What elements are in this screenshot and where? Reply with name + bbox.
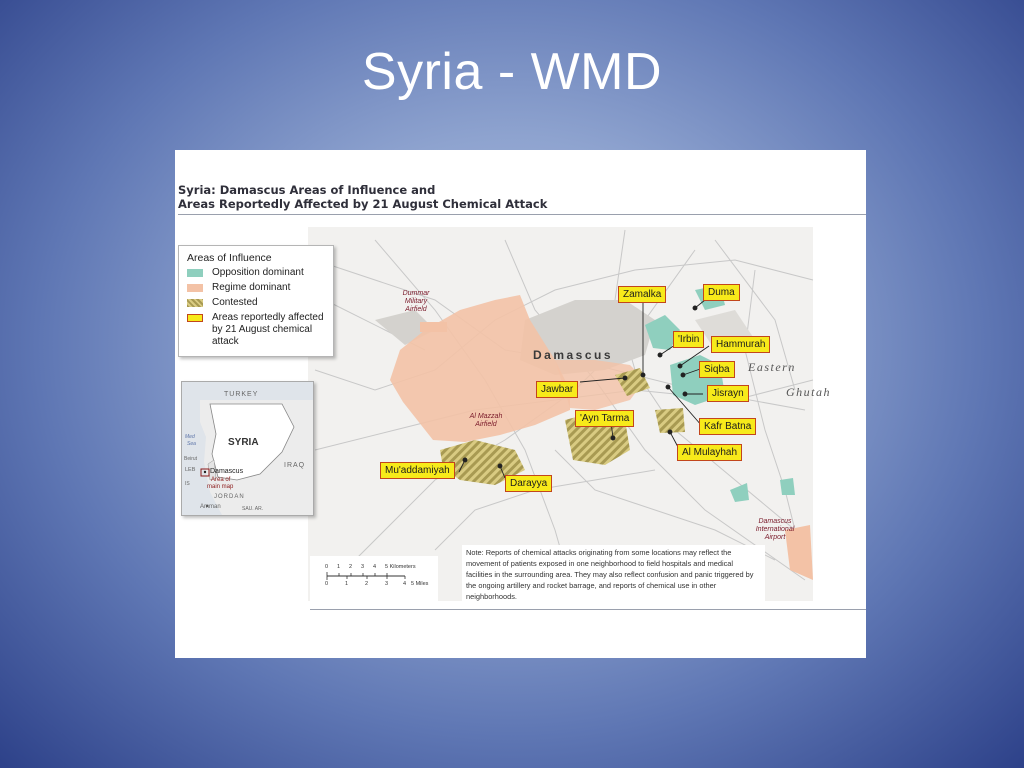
label-hammurah: Hammurah — [711, 336, 770, 353]
eastern-ghutah-label-line-1: Eastern — [748, 360, 796, 374]
legend-label-regime: Regime dominant — [212, 282, 291, 293]
figure-title-line-2: Areas Reportedly Affected by 21 August Chemical Attack — [178, 197, 548, 211]
scale-mi-1: 1 — [345, 581, 349, 587]
label-al-mulayhah: Al Mulayhah — [677, 444, 742, 461]
dummar-line-2: Military — [404, 298, 428, 305]
inset-beirut: Beirut — [184, 456, 198, 462]
inset-med-sea-line-2: Sea — [187, 441, 196, 447]
mezzah-line-2: Airfield — [475, 421, 497, 428]
inset-sau-ar: SAU. AR. — [242, 506, 264, 512]
opposition-swatch — [187, 269, 203, 277]
legend-label-opposition: Opposition dominant — [212, 267, 304, 278]
opposition-dominant-area — [780, 478, 795, 495]
label-zamalka: Zamalka — [618, 286, 666, 303]
scale-mi-5: 5 Miles — [411, 581, 429, 587]
label-jisrayn: Jisrayn — [707, 385, 749, 402]
label-darayya: Darayya — [505, 475, 552, 492]
scale-km-4: 4 — [373, 564, 377, 570]
inset-area-line-1: Area of — [211, 477, 231, 483]
label-irbin: 'Irbin — [673, 331, 704, 348]
label-jawbar: Jawbar — [536, 381, 578, 398]
damascus-airport-label — [745, 518, 805, 542]
legend-item-attack — [187, 312, 327, 348]
label-kafr-batna: Kafr Batna — [699, 418, 756, 435]
inset-jordan: JORDAN — [214, 494, 245, 500]
scale-mi-2: 2 — [365, 581, 369, 587]
label-duma: Duma — [703, 284, 740, 301]
inset-damascus: Damascus — [210, 468, 244, 475]
inset-area-line-2: main map — [207, 484, 234, 490]
map-figure — [175, 150, 866, 658]
map-note: Note: Reports of chemical attacks originating from some locations may reflect the movement of patients exposed in one neighborhood to field hospitals and medical facilities in the surrounding area. They may also reflect confusion and panic triggered by the ongoing artillery and rocket barrage, and reports of chemical use in other neighborhoods. — [462, 545, 765, 604]
mezzah-line-1: Al Mazzah — [469, 413, 503, 420]
inset-iraq: IRAQ — [284, 462, 306, 469]
legend-label-attack: Areas reportedly affected by 21 August chemical attack — [212, 312, 324, 347]
airport-line-3: Airport — [764, 534, 786, 541]
legend-label-contested: Contested — [212, 297, 258, 308]
mezzah-airfield-label — [459, 413, 513, 429]
inset-graphic — [182, 382, 313, 515]
scale-bar — [310, 556, 438, 604]
bottom-rule — [310, 609, 866, 610]
contested-area — [655, 408, 685, 433]
figure-title-line-1: Syria: Damascus Areas of Influence and — [178, 183, 436, 197]
label-muaddamiyah: Mu'addamiyah — [380, 462, 455, 479]
dummar-line-1: Dummar — [402, 290, 430, 297]
regime-dominant-area — [420, 322, 447, 332]
airport-line-1: Damascus — [758, 518, 792, 525]
damascus-city-label: Damascus — [533, 348, 614, 362]
regime-swatch — [187, 284, 203, 292]
inset-locator-map — [181, 381, 314, 516]
legend — [178, 245, 334, 357]
scale-km-3: 3 — [361, 564, 365, 570]
inset-is: IS — [185, 481, 190, 487]
label-siqba: Siqba — [699, 361, 735, 378]
legend-item-contested — [187, 297, 258, 309]
dummar-line-3: Airfield — [405, 306, 427, 313]
inset-amman: Amman — [200, 504, 221, 510]
contested-swatch — [187, 299, 203, 307]
inset-leb: LEB — [185, 467, 196, 473]
scale-mi-0: 0 — [325, 581, 329, 587]
scale-mi-3: 3 — [385, 581, 389, 587]
inset-med-sea-line-1: Med — [185, 434, 195, 440]
legend-title: Areas of Influence — [187, 252, 272, 264]
airport-line-2: International — [755, 526, 795, 533]
label-ayn-tarma: 'Ayn Tarma — [575, 410, 634, 427]
legend-item-opposition — [187, 267, 304, 279]
attack-swatch — [187, 314, 203, 322]
slide-title: Syria - WMD — [361, 43, 663, 101]
scale-km-5: 5 Kilometers — [385, 564, 416, 570]
inset-syria: SYRIA — [228, 437, 259, 448]
scale-km-0: 0 — [325, 564, 329, 570]
scale-km-2: 2 — [349, 564, 353, 570]
dummar-airfield-label — [391, 290, 441, 314]
inset-turkey: TURKEY — [224, 391, 259, 398]
legend-item-regime — [187, 282, 290, 294]
eastern-ghutah-label-line-2: Ghutah — [786, 385, 831, 399]
scale-km-1: 1 — [337, 564, 341, 570]
scale-mi-4: 4 — [403, 581, 407, 587]
